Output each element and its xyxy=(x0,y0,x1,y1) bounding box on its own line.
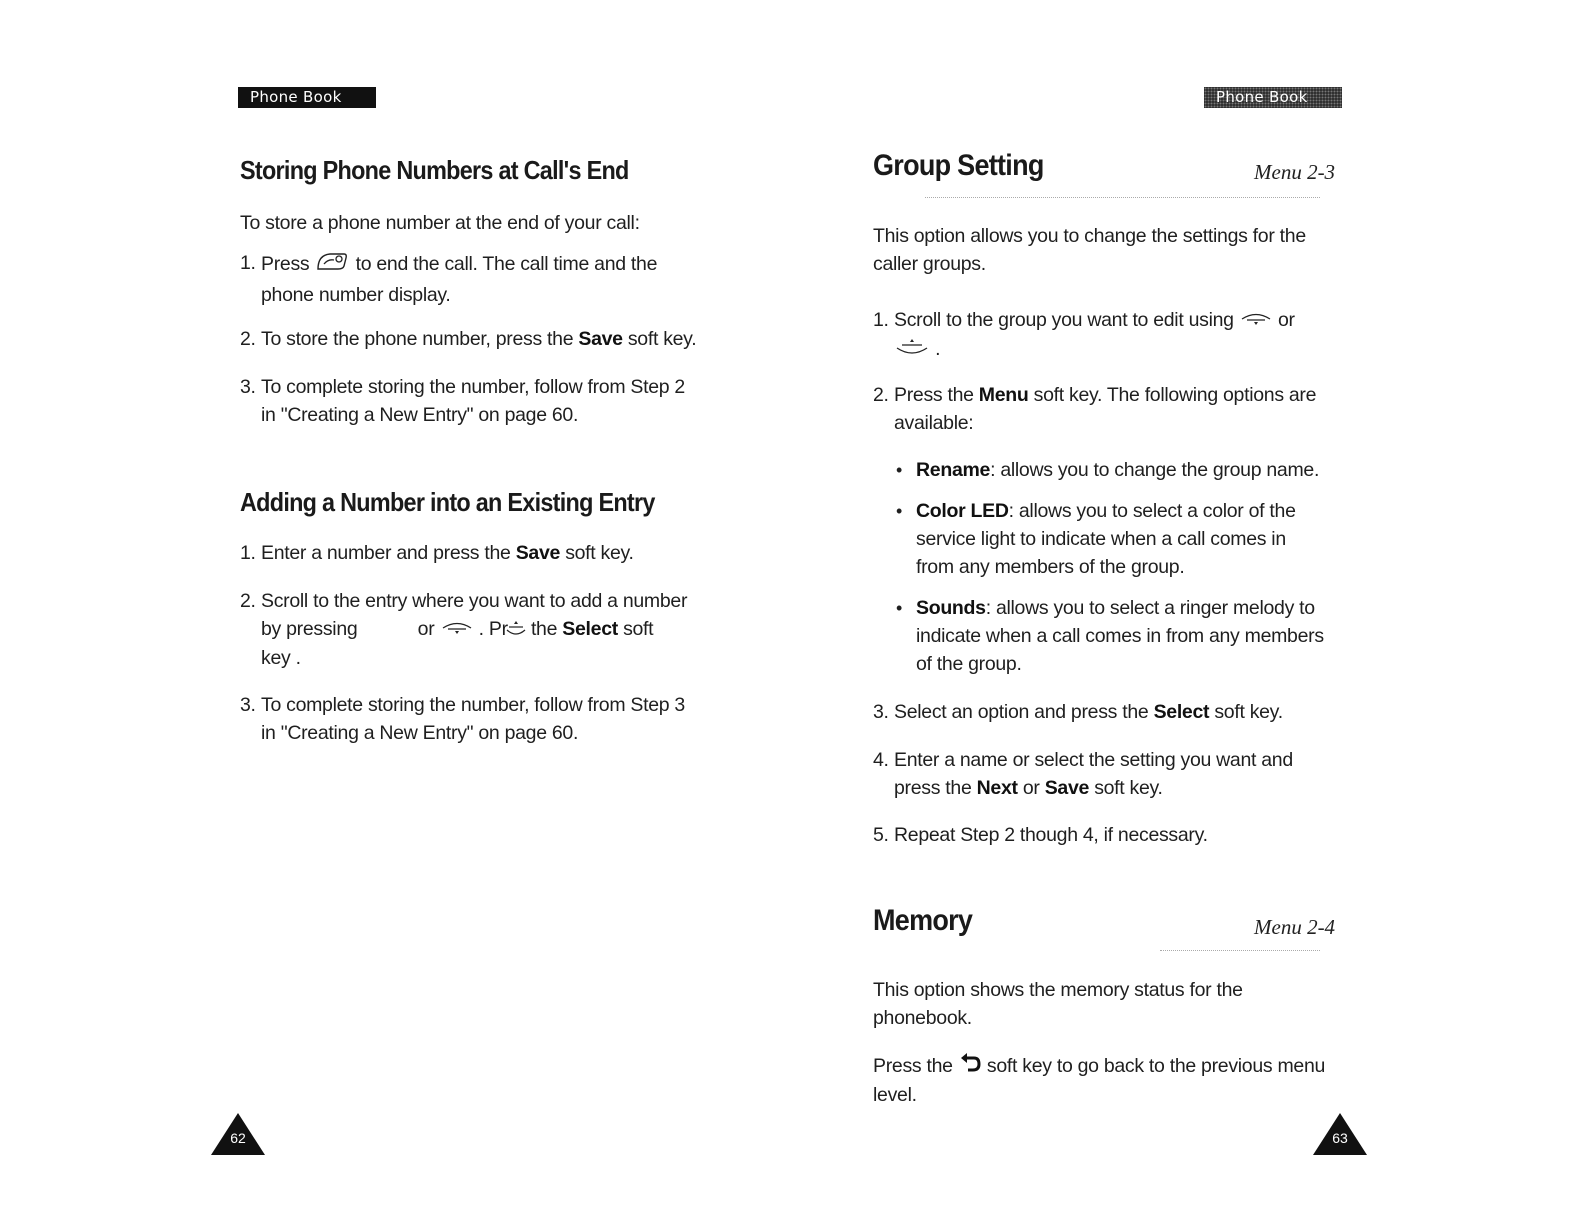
group-step-2 xyxy=(873,381,1353,437)
intro-text: This option allows you to change the settings for the xyxy=(873,225,1306,247)
section-title-adding: Adding a Number into an Existing Entry xyxy=(240,487,655,517)
save-key-label: Save xyxy=(515,542,561,564)
step-number: 5. xyxy=(873,824,889,846)
step-text: Select an option and press the xyxy=(894,701,1149,723)
adding-step-3 xyxy=(240,691,720,747)
step-number: 1. xyxy=(240,252,256,274)
next-key-label: Next xyxy=(976,777,1018,799)
step-text: soft xyxy=(623,618,654,640)
scroll-up-key-icon xyxy=(894,336,930,364)
bullet-icon: • xyxy=(896,460,903,480)
divider xyxy=(1160,950,1320,951)
step-text: soft key. xyxy=(1094,777,1163,799)
step-text: . xyxy=(935,337,941,360)
storing-step-3 xyxy=(240,373,720,429)
section-tab-right xyxy=(1204,87,1342,108)
option-text: : allows you to change the group name. xyxy=(990,459,1320,481)
group-step-4 xyxy=(873,746,1353,802)
step-text: by pressing xyxy=(261,618,358,640)
step-text: Press the xyxy=(894,384,974,406)
end-call-key-icon xyxy=(314,249,350,281)
section-tab-label: Phone Book xyxy=(250,88,342,106)
save-key-label: Save xyxy=(1044,777,1090,799)
menu-key-label: Menu xyxy=(978,384,1029,406)
step-text: Enter a name or select the setting you want and xyxy=(894,749,1293,771)
storing-step-2 xyxy=(240,325,720,353)
step-text: To complete storing the number, follow from Step 3 xyxy=(261,694,685,716)
group-step-5 xyxy=(873,821,1353,849)
step-text: or xyxy=(1022,777,1040,799)
step-text: soft key. The following options are xyxy=(1033,384,1317,406)
adding-step-1 xyxy=(240,539,720,567)
step-number: 2. xyxy=(873,384,889,406)
instruction-text: level. xyxy=(873,1083,917,1106)
intro-text: caller groups. xyxy=(873,253,986,275)
step-text: soft key. xyxy=(565,542,634,564)
option-color-led xyxy=(896,497,1356,581)
step-number: 3. xyxy=(240,376,256,398)
step-text: or xyxy=(1277,309,1295,331)
scroll-down-key-icon xyxy=(1239,307,1273,335)
divider xyxy=(925,197,1320,198)
step-text: or xyxy=(417,618,435,640)
storing-step-1 xyxy=(240,249,720,309)
option-name: Rename xyxy=(916,459,991,481)
step-text: phone number display. xyxy=(261,284,451,306)
back-arrow-icon xyxy=(958,1053,982,1081)
step-number: 4. xyxy=(873,749,889,771)
scroll-up-key-icon xyxy=(506,616,526,644)
step-text: in "Creating a New Entry" on page 60. xyxy=(261,722,579,744)
option-text: indicate when a call comes in from any members xyxy=(916,625,1324,647)
instruction-text: Press the xyxy=(873,1055,953,1077)
group-step-1 xyxy=(873,306,1353,364)
option-text: service light to indicate when a call comes in xyxy=(916,528,1286,550)
section-title-memory: Memory xyxy=(873,904,973,937)
step-text: available: xyxy=(894,412,974,434)
save-key-label: Save xyxy=(578,328,623,350)
section-title-storing: Storing Phone Numbers at Call's End xyxy=(240,155,629,185)
page-number-text: 63 xyxy=(1332,1130,1348,1146)
option-text: : allows you to select a ringer melody to xyxy=(985,597,1315,619)
step-text: Press xyxy=(261,253,310,276)
option-name: Color LED xyxy=(916,500,1009,522)
step-text: soft key. xyxy=(627,328,697,350)
step-text: To store the phone number, press the xyxy=(261,328,574,350)
option-name: Sounds xyxy=(916,597,986,619)
scroll-down-key-icon xyxy=(440,616,474,644)
select-key-label: Select xyxy=(1153,701,1210,723)
step-number: 3. xyxy=(873,701,889,723)
menu-reference: Menu 2-4 xyxy=(1254,915,1336,939)
section-title-group-setting: Group Setting xyxy=(873,149,1044,182)
step-text: . Pr xyxy=(478,618,508,640)
adding-step-2 xyxy=(240,587,720,672)
bullet-icon: • xyxy=(896,598,903,618)
section-tab-label: Phone Book xyxy=(1216,88,1308,106)
memory-back-instruction xyxy=(873,1052,1353,1109)
step-text: the xyxy=(530,618,558,640)
step-text: To complete storing the number, follow from Step 2 xyxy=(261,376,685,398)
select-key-label: Select xyxy=(562,618,618,640)
memory-intro xyxy=(873,976,1353,1032)
instruction-text: soft key to go back to the previous menu xyxy=(986,1055,1326,1077)
step-text: press the xyxy=(894,777,972,799)
step-number: 3. xyxy=(240,694,256,716)
step-text: to end the call. The call time and the xyxy=(355,253,658,276)
intro-text: This option shows the memory status for the xyxy=(873,979,1243,1001)
option-sounds xyxy=(896,594,1356,678)
option-text: of the group. xyxy=(916,653,1022,675)
group-intro xyxy=(873,222,1353,278)
step-text: key . xyxy=(261,646,301,669)
option-text: from any members of the group. xyxy=(916,556,1185,578)
step-text: Repeat Step 2 though 4, if necessary. xyxy=(894,824,1208,846)
step-text: Enter a number and press the xyxy=(261,542,511,564)
page-number-text: 62 xyxy=(230,1130,246,1146)
step-text: soft key. xyxy=(1214,701,1283,723)
intro-text: phonebook. xyxy=(873,1007,972,1029)
step-number: 2. xyxy=(240,328,256,350)
step-number: 1. xyxy=(240,542,256,564)
bullet-icon: • xyxy=(896,501,903,521)
step-text: in "Creating a New Entry" on page 60. xyxy=(261,404,579,426)
page-number-left xyxy=(210,1112,266,1156)
section-tab-left xyxy=(238,87,376,108)
menu-reference: Menu 2-3 xyxy=(1254,160,1336,184)
storing-intro: To store a phone number at the end of your call: xyxy=(240,212,640,234)
step-number: 1. xyxy=(873,309,889,331)
step-number: 2. xyxy=(240,590,256,612)
page-number-right xyxy=(1312,1112,1368,1156)
step-text: Scroll to the group you want to edit using xyxy=(894,309,1234,331)
option-rename xyxy=(896,456,1356,484)
step-text: Scroll to the entry where you want to add a number xyxy=(261,590,688,612)
group-step-3 xyxy=(873,698,1353,726)
option-text: : allows you to select a color of the xyxy=(1008,500,1296,522)
